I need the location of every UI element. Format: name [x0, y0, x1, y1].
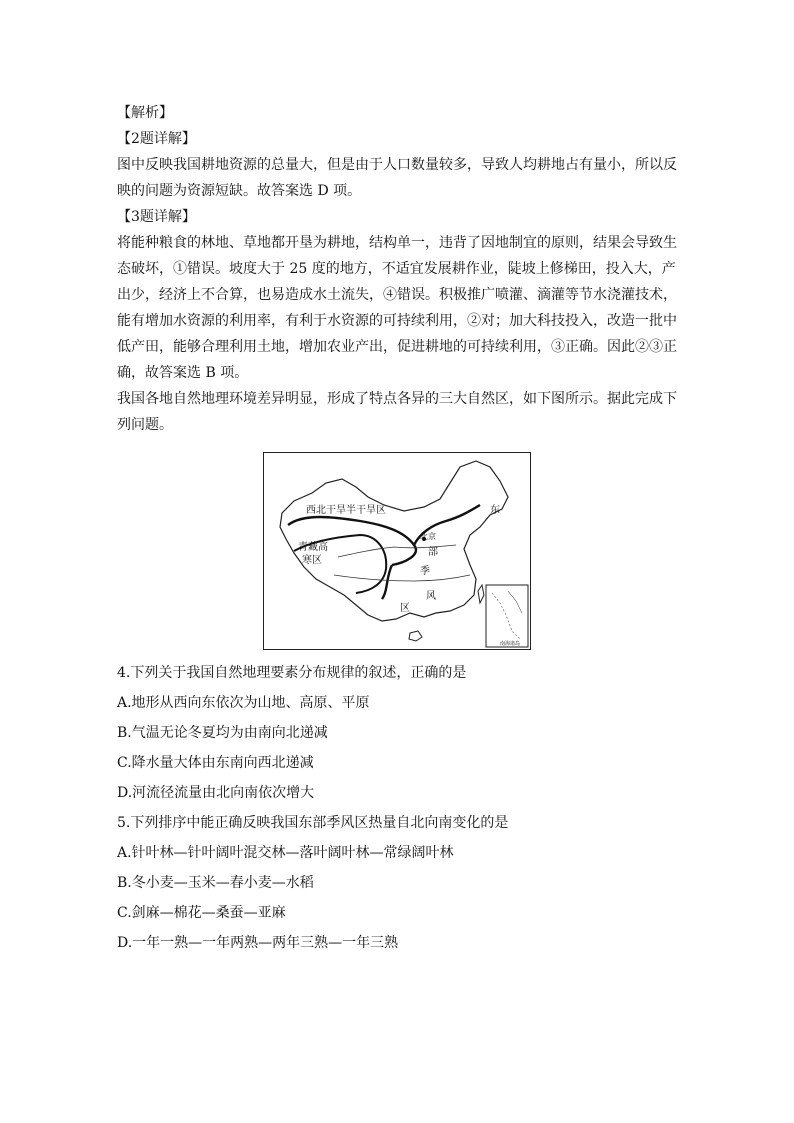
question-5-stem: 5.下列排序中能正确反映我国东部季风区热量自北向南变化的是 [117, 815, 509, 831]
q3-detail-heading: 【3题详解】 [117, 209, 196, 225]
q3-detail-text: 将能种粮食的林地、草地都开垦为耕地，结构单一，违背了因地制宜的原则，结果会导致生态破坏，①错误。坡度大于 25 度的地方，不适宜发展耕作业，陡坡上修梯田，投入大，产出少，经济上不合算，也易造成水土流失，④错误。积极推广喷灌、滴灌等节水浇灌技术，能有增加水资源的利用率，有利于水资源的可持续利用，②对；加大科技投入，改造一批中低产田，能够合理利用土地，增加农业产出，促进耕地的可持续利用，③正确。因此②③正确，故答案选 B 项。 [117, 235, 677, 381]
label-bu: 部 [428, 547, 438, 558]
question-4-option-c: C.降水量大体由东南向西北递减 [117, 755, 314, 771]
q2-detail-text: 图中反映我国耕地资源的总量大，但是由于人口数量较多，导致人均耕地占有量小，所以反映的问题为资源短缺。故答案选 D 项。 [117, 157, 677, 199]
label-ji: 季 [420, 566, 430, 577]
analysis-heading: 【解析】 [117, 105, 173, 121]
label-beijing: 北京 [420, 532, 436, 541]
question-4-stem: 4.下列关于我国自然地理要素分布规律的叙述，正确的是 [117, 665, 467, 681]
q2-detail-heading: 【2题详解】 [117, 131, 196, 147]
document-page [117, 100, 677, 958]
label-inset-south-china-sea: 南海诸岛 [500, 641, 521, 647]
label-qingzang-region-line2: 寒区 [302, 555, 322, 566]
label-dong: 东 [490, 505, 500, 516]
label-qingzang-region-line1: 青藏高 [298, 542, 328, 553]
label-feng: 风 [426, 591, 436, 602]
question-5-option-d: D.一年一熟—一年两熟—两年三熟—一年三熟 [117, 935, 399, 951]
question-4-option-a: A.地形从西向东依次为山地、高原、平原 [117, 695, 370, 711]
intro-paragraph: 我国各地自然地理环境差异明显，形成了特点各异的三大自然区，如下图所示。据此完成下列问题。 [117, 391, 677, 433]
question-4-option-b: B.气温无论冬夏均为由南向北递减 [117, 725, 328, 741]
china-natural-regions-map [263, 452, 531, 650]
question-5-option-c: C.剑麻—棉花—桑蚕—亚麻 [117, 905, 286, 921]
question-5-option-a: A.针叶林—针叶阔叶混交林—落叶阔叶林—常绿阔叶林 [117, 845, 454, 861]
question-4-option-d: D.河流径流量由北向南依次增大 [117, 785, 315, 801]
label-northwest-region: 西北干旱半干旱区 [306, 505, 386, 516]
label-qu: 区 [400, 603, 410, 614]
question-5-option-b: B.冬小麦—玉米—春小麦—水稻 [117, 875, 314, 891]
